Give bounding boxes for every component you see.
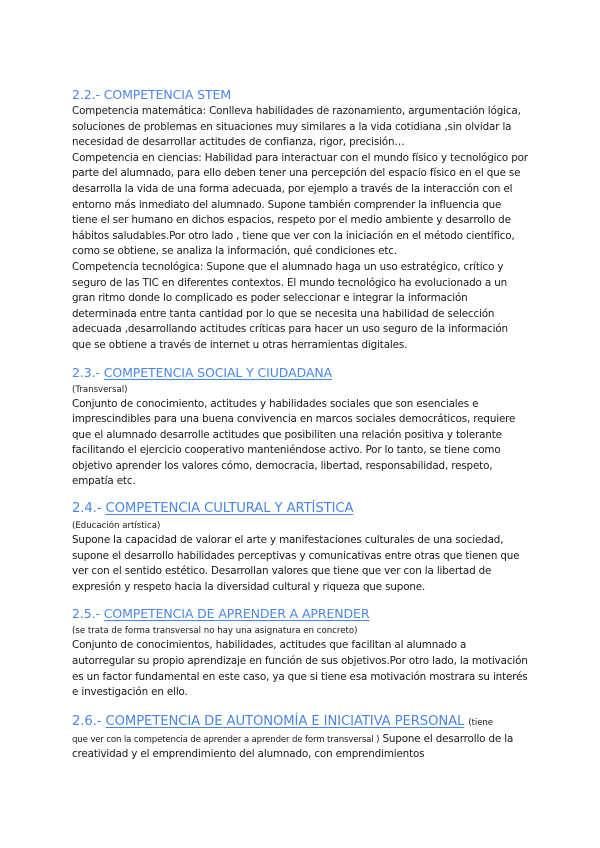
section-subtitle: (se trata de forma transversal no hay una asignatura en concreto): [72, 626, 358, 637]
section-title: COMPETENCIA CULTURAL Y ARTÍSTICA: [105, 501, 354, 517]
section-title: COMPETENCIA DE APRENDER A APRENDER: [103, 606, 370, 622]
paragraph-social: Conjunto de conocimiento, actitudes y habilidades sociales que son esenciales e imprescindibles para una buena convivencia en marcos sociales democráticos, requiere que el alumnado desarrolle actitudes que posibiliten una relación positiva y tolerante facilitando el ejercicio cooperativo manteniéndose activo. Por lo tanto, se tiene como objetivo aprender los valores cómo, democracia, libertad, responsabilidad, respeto, empatía etc.: [72, 397, 516, 488]
section-subtitle: (Transversal): [72, 384, 128, 395]
paragraph-competencia-ciencias: Competencia en ciencias: Habilidad para interactuar con el mundo físico y tecnológico por parte del alumnado, para ello deben tener una percepción del espacio físico en el que se desarrolla la vida de una forma adecuada, por ejemplo a través de la interacción con el entorno más inmediato del alumnado. Supone también comprender la influencia que tiene el ser humano en dichos espacios, respeto por el medio ambiente y desarrollo de hábitos saludables.Por otro lado , tiene que ver con la iniciación en el método científico, como se obtiene, se analiza la información, qué condiciones etc.: [72, 151, 528, 258]
section-heading-aprender: [72, 605, 528, 623]
section-number: 2.2.-: [72, 87, 100, 102]
section-title: COMPETENCIA SOCIAL Y CIUDADANA: [103, 364, 333, 380]
section-heading-cultural: [72, 500, 528, 518]
section-note-continuation: que ver con la competencia de aprender a aprender de form transversal ): [72, 734, 380, 745]
paragraph-autonomia-text: Supone el desarrollo de la creatividad y el emprendimiento del alumnado, con emprendimientos: [72, 732, 514, 761]
section-title: COMPETENCIA STEM: [103, 87, 232, 102]
paragraph-autonomia: [72, 732, 528, 763]
section-title: COMPETENCIA DE AUTONOMÍA E INICIATIVA PERSONAL: [105, 713, 465, 729]
section-heading-stem: [72, 86, 528, 104]
page-content: [72, 86, 528, 763]
section-number: 2.5.-: [72, 606, 100, 622]
section-number: 2.4.-: [72, 501, 102, 517]
paragraph-aprender: Conjunto de conocimientos, habilidades, actitudes que facilitan al alumnado a autorregular su propio aprendizaje en función de sus objetivos.Por otro lado, la motivación es un factor fundamental en este caso, ya que si tiene esa motivación mostrara su interés e investigación en ello.: [72, 639, 528, 699]
section-heading-social: [72, 364, 528, 382]
paragraph-competencia-matematica: Competencia matemática: Conlleva habilidades de razonamiento, argumentación lógica, soluciones de problemas en situaciones muy similares a la vida cotidiana ,sin olvidar la necesidad de desarrollar actitudes de confianza, rigor, precisión…: [72, 105, 521, 149]
section-heading-autonomia: [72, 713, 528, 732]
section-number: 2.6.-: [72, 713, 102, 729]
section-inline-note: (tiene: [468, 717, 493, 728]
paragraph-cultural: Supone la capacidad de valorar el arte y manifestaciones culturales de una sociedad, supone el desarrollo habilidades perceptivas y comunicativas entre otras que tienen que ver con el sentido estético. Desarrollan valores que tiene que ver con la libertad de expresión y respeto hacia la diversidad cultural y riqueza que supone.: [72, 534, 520, 593]
section-number: 2.3.-: [72, 364, 100, 380]
section-subtitle: (Educación artística): [72, 521, 161, 532]
paragraph-competencia-tecnologica: Competencia tecnológica: Supone que el alumnado haga un uso estratégico, crítico y seguro de las TIC en diferentes contextos. El mundo tecnológico ha evolucionado a un gran ritmo donde lo complicado es poder seleccionar e integrar la información determinada entre tanta cantidad por lo que se necesita una habilidad de selección adecuada ,desarrollando actitudes críticas para hacer un uso seguro de la información que se obtiene a través de internet u otras herramientas digitales.: [72, 260, 508, 351]
